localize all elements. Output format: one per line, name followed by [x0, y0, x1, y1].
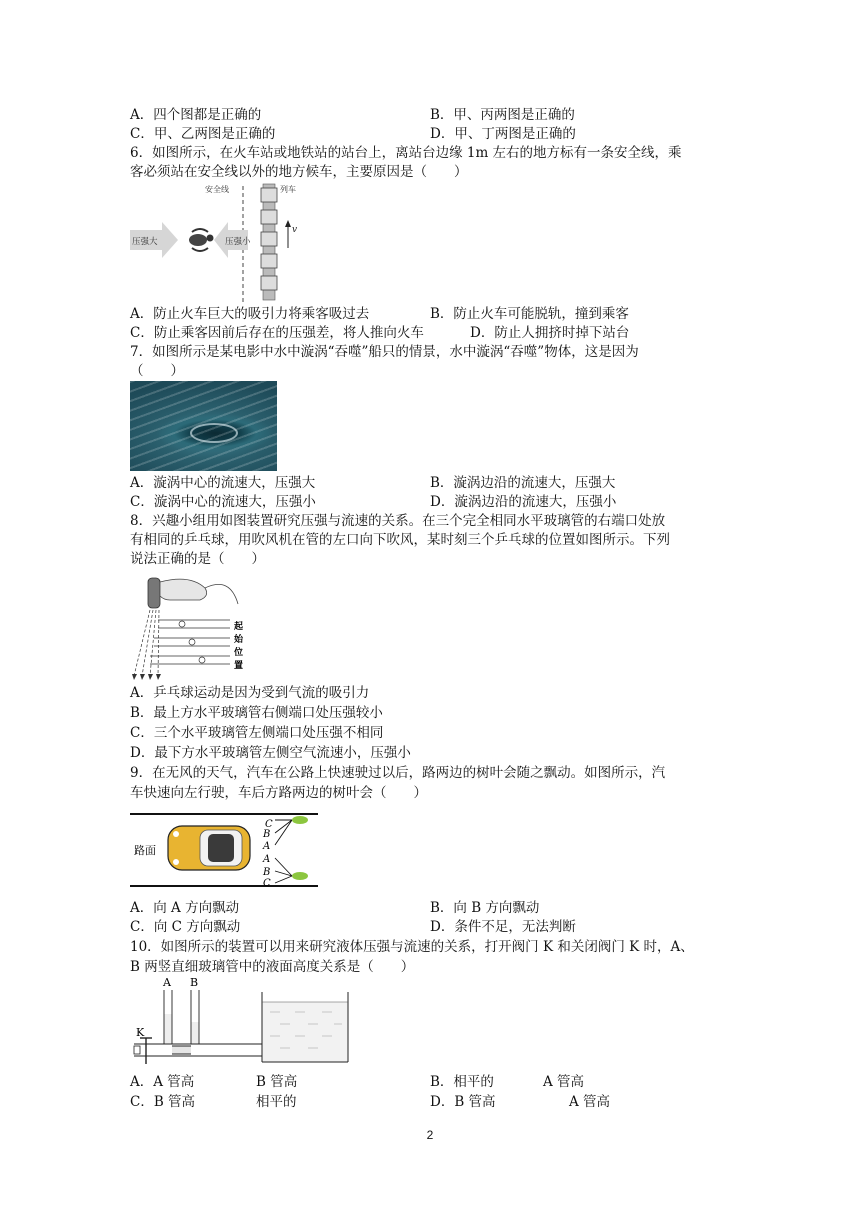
q10-option-d-part1: D．B 管高	[430, 1094, 496, 1110]
q8-figure	[130, 570, 255, 682]
q10-option-c-part1: C．B 管高	[130, 1094, 196, 1110]
whirlpool-photo	[130, 381, 277, 471]
fig-label-A: A	[163, 976, 171, 989]
q10-option-b-part1: B．相平的	[430, 1074, 494, 1090]
q10-option-a-part2: B 管高	[256, 1074, 298, 1090]
q8-option-c: C．三个水平玻璃管左侧端口处压强不相同	[130, 725, 384, 741]
fig-label-B: B	[190, 976, 199, 989]
q9-option-d: D．条件不足，无法判断	[430, 919, 576, 935]
fig-v-label: v	[292, 225, 298, 235]
horizontal-pipe	[134, 1044, 262, 1056]
q7-option-a: A．漩涡中心的流速大，压强大	[130, 475, 316, 491]
fig-label-B-top: B	[263, 829, 271, 840]
q10-option-c-part2: 相平的	[256, 1094, 297, 1110]
q6-option-c: C．防止乘客因前后存在的压强差，将人推向火车	[130, 325, 424, 341]
q9-option-b: B．向 B 方向飘动	[430, 900, 540, 916]
q8-stem-line2: 有相同的乒乓球，用吹风机在管的左口向下吹风，某时刻三个乒乓球的位置如图所示。下列	[130, 532, 670, 548]
q10-option-b-part2: A 管高	[543, 1074, 585, 1090]
water-tank	[262, 992, 348, 1062]
fig-label-A-bottom: A	[263, 854, 271, 865]
fig-train-label: 列车	[280, 185, 296, 194]
q7-stem-line2: （ ）	[130, 363, 184, 379]
fig-label-B-bottom: B	[263, 867, 271, 878]
fig-label-K: K	[136, 1026, 145, 1039]
q9-option-a: A．向 A 方向飘动	[130, 900, 240, 916]
fig-high-pressure-label: 压强大	[132, 236, 158, 246]
q7-option-b: B．漩涡边沿的流速大，压强大	[430, 475, 616, 491]
leaf-icon	[292, 816, 308, 824]
q8-stem-line3: 说法正确的是（ ）	[130, 551, 265, 567]
person-figure	[189, 229, 214, 251]
q5-option-c: C．甲、乙两图是正确的	[130, 126, 276, 142]
train	[261, 184, 277, 300]
q6-option-b: B．防止火车可能脱轨，撞到乘客	[430, 306, 629, 322]
air-flow	[134, 610, 159, 676]
fig-road-label: 路面	[134, 844, 156, 857]
fig-label-A-top: A	[263, 841, 271, 852]
q6-option-a: A．防止火车巨大的吸引力将乘客吸过去	[130, 306, 370, 322]
fig-label-C-top: C	[265, 819, 273, 830]
page-number: 2	[426, 1128, 434, 1142]
q9-option-c: C．向 C 方向飘动	[130, 919, 241, 935]
fig-start-label-2: 始	[234, 635, 244, 645]
fig-start-label-3: 位	[234, 648, 244, 658]
fig-low-pressure-label: 压强小	[225, 236, 251, 246]
q9-figure	[130, 800, 320, 896]
direction-arrows-top	[275, 820, 292, 845]
q8-option-d: D．最下方水平玻璃管左侧空气流速小，压强小	[130, 745, 411, 761]
q7-option-c: C．漩涡中心的流速大，压强小	[130, 494, 316, 510]
fig-label-C-bottom: C	[263, 878, 271, 889]
q9-stem-line1: 9．在无风的天气，汽车在公路上快速驶过以后，路两边的树叶会随之飘动。如图所示，汽	[130, 765, 666, 781]
q8-option-a: A．乒乓球运动是因为受到气流的吸引力	[130, 685, 370, 701]
q8-stem-line1: 8．兴趣小组用如图装置研究压强与流速的关系。在三个完全相同水平玻璃管的右端口处放	[130, 513, 666, 529]
q10-stem-line2: B 两竖直细玻璃管中的液面高度关系是（ ）	[130, 959, 415, 975]
fig-start-label-4: 置	[234, 661, 244, 671]
q10-option-d-part2: A 管高	[569, 1094, 611, 1110]
q5-option-a: A．四个图都是正确的	[130, 107, 262, 123]
ping-pong-ball	[189, 639, 195, 645]
q7-option-d: D．漩涡边沿的流速大，压强小	[430, 494, 617, 510]
q10-option-a-part1: A．A 管高	[130, 1074, 195, 1090]
direction-arrows-bottom	[275, 858, 292, 883]
q5-option-b: B．甲、丙两图是正确的	[430, 107, 575, 123]
q6-stem-line1: 6．如图所示，在火车站或地铁站的站台上，离站台边缘 1m 左右的地方标有一条安全线，乘	[130, 145, 682, 161]
hair-dryer	[148, 578, 238, 608]
leaf-icon	[292, 872, 308, 880]
q10-stem-line1: 10．如图所示的装置可以用来研究液体压强与流速的关系，打开阀门 K 和关闭阀门 K 时，A、	[130, 939, 694, 955]
q10-figure	[130, 974, 352, 1068]
ping-pong-ball	[199, 657, 205, 663]
q9-stem-line2: 车快速向左行驶，车后方路两边的树叶会（ ）	[130, 785, 427, 801]
car-top-view	[168, 826, 250, 870]
q6-figure	[130, 180, 300, 304]
ping-pong-ball	[179, 621, 185, 627]
fig-safety-line-label: 安全线	[205, 185, 229, 194]
q8-option-b: B．最上方水平玻璃管右侧端口处压强较小	[130, 705, 383, 721]
q7-stem-line1: 7．如图所示是某电影中水中漩涡“吞噬”船只的情景，水中漩涡“吞噬”物体，这是因为	[130, 344, 639, 360]
q5-option-d: D．甲、丁两图是正确的	[430, 126, 576, 142]
q6-stem-line2: 客必须站在安全线以外的地方候车，主要原因是（ ）	[130, 164, 468, 180]
fig-start-label-1: 起	[234, 622, 244, 632]
q6-option-d: D．防止人拥挤时掉下站台	[470, 325, 630, 341]
